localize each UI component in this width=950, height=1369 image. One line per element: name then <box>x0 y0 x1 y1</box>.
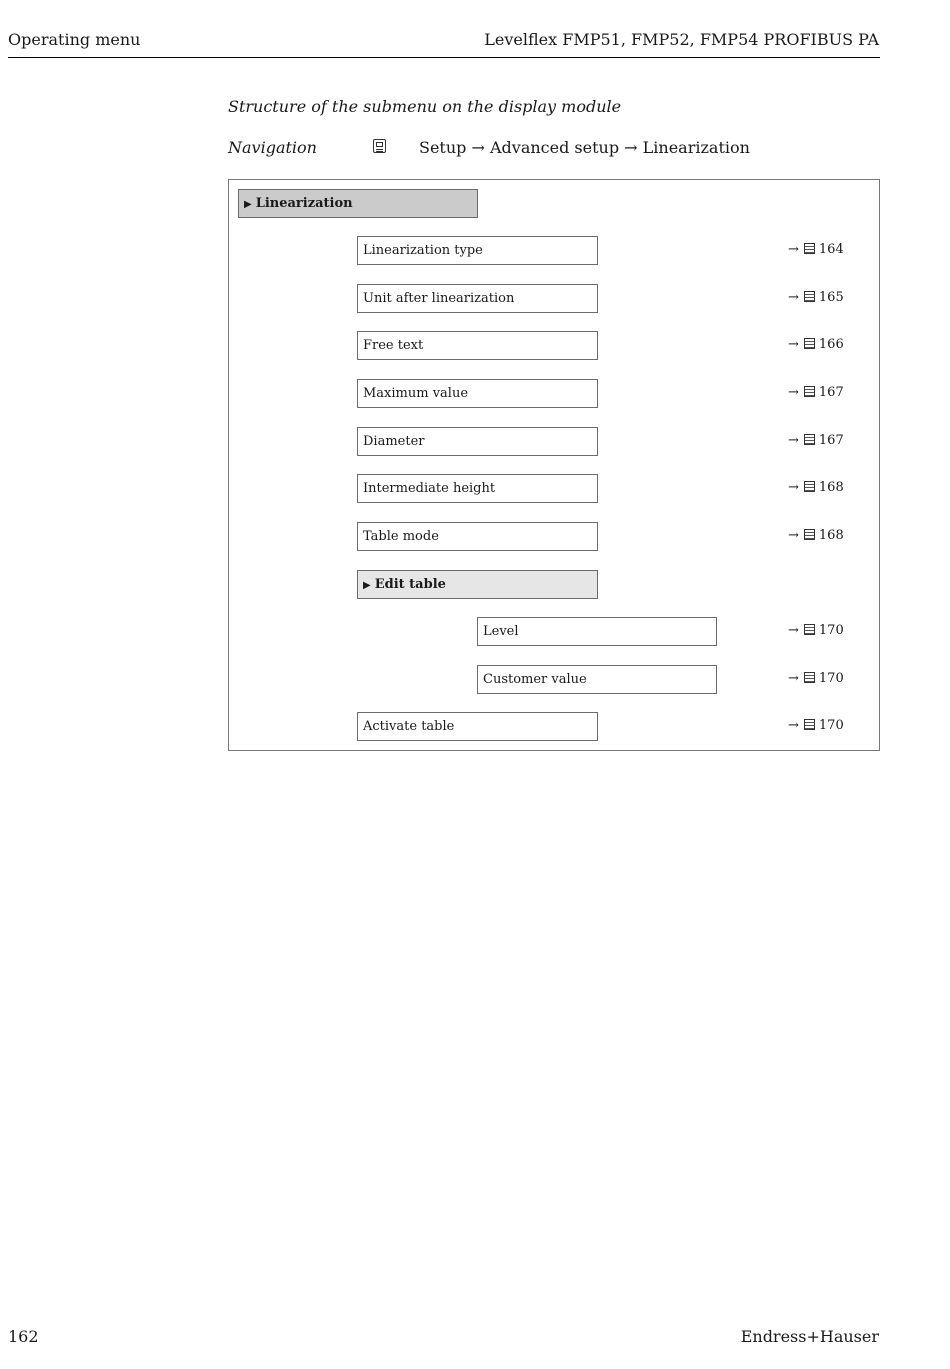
page-number: 164 <box>818 242 844 257</box>
page-reference-icon <box>804 481 815 492</box>
page-reference-icon <box>804 672 815 683</box>
page-number: 170 <box>818 718 844 733</box>
page-reference-icon <box>804 386 815 397</box>
page-reference-icon <box>804 624 815 635</box>
page-number: 170 <box>818 671 844 686</box>
page-reference[interactable] <box>788 236 844 265</box>
parameter-linearization-type[interactable]: Linearization type <box>357 236 598 265</box>
page-reference-icon <box>804 529 815 540</box>
page-number: 170 <box>818 623 844 638</box>
submenu-triangle-icon: ▶ <box>363 580 371 591</box>
parameter-unit-after-linearization[interactable]: Unit after linearization <box>357 284 598 313</box>
submenu-title: Linearization <box>255 196 353 211</box>
page-reference[interactable] <box>788 522 844 551</box>
page-number: 168 <box>818 480 844 495</box>
page-reference[interactable] <box>788 712 844 741</box>
page-reference[interactable] <box>788 379 844 408</box>
page-reference[interactable] <box>788 474 844 503</box>
parameter-level[interactable]: Level <box>477 617 717 646</box>
footer-brand: Endress+Hauser <box>740 1327 879 1346</box>
page-number: 168 <box>818 528 844 543</box>
page-reference-icon <box>804 434 815 445</box>
page-number: 166 <box>818 337 844 352</box>
page-number: 165 <box>818 290 844 305</box>
page-reference[interactable] <box>788 331 844 360</box>
parameter-table-mode[interactable]: Table mode <box>357 522 598 551</box>
display-module-icon <box>373 139 386 153</box>
arrow-icon: → <box>788 337 799 352</box>
page-reference[interactable] <box>788 427 844 456</box>
parameter-free-text[interactable]: Free text <box>357 331 598 360</box>
page-reference-icon <box>804 719 815 730</box>
navigation-label: Navigation <box>228 138 317 157</box>
arrow-icon: → <box>788 433 799 448</box>
header-section-title: Operating menu <box>8 30 141 49</box>
submenu-title: Edit table <box>374 577 446 592</box>
parameter-diameter[interactable]: Diameter <box>357 427 598 456</box>
footer-page-number: 162 <box>8 1327 39 1346</box>
submenu-triangle-icon: ▶ <box>244 199 252 210</box>
submenu-structure-caption: Structure of the submenu on the display module <box>228 97 622 116</box>
page-reference-icon <box>804 243 815 254</box>
page-reference-icon <box>804 338 815 349</box>
parameter-activate-table[interactable]: Activate table <box>357 712 598 741</box>
arrow-icon: → <box>788 528 799 543</box>
page-reference[interactable] <box>788 665 844 694</box>
parameter-intermediate-height[interactable]: Intermediate height <box>357 474 598 503</box>
arrow-icon: → <box>788 242 799 257</box>
parameter-customer-value[interactable]: Customer value <box>477 665 717 694</box>
header-divider <box>8 57 880 58</box>
arrow-icon: → <box>788 480 799 495</box>
page-number: 167 <box>818 433 844 448</box>
navigation-path: Setup → Advanced setup → Linearization <box>419 138 750 157</box>
arrow-icon: → <box>788 623 799 638</box>
parameter-maximum-value[interactable]: Maximum value <box>357 379 598 408</box>
submenu-edit-table[interactable] <box>357 570 598 599</box>
arrow-icon: → <box>788 290 799 305</box>
page-reference[interactable] <box>788 617 844 646</box>
page-reference[interactable] <box>788 284 844 313</box>
page-reference-icon <box>804 291 815 302</box>
submenu-linearization[interactable] <box>238 189 478 218</box>
arrow-icon: → <box>788 718 799 733</box>
arrow-icon: → <box>788 385 799 400</box>
header-product-title: Levelflex FMP51, FMP52, FMP54 PROFIBUS PA <box>484 30 879 49</box>
page-number: 167 <box>818 385 844 400</box>
arrow-icon: → <box>788 671 799 686</box>
